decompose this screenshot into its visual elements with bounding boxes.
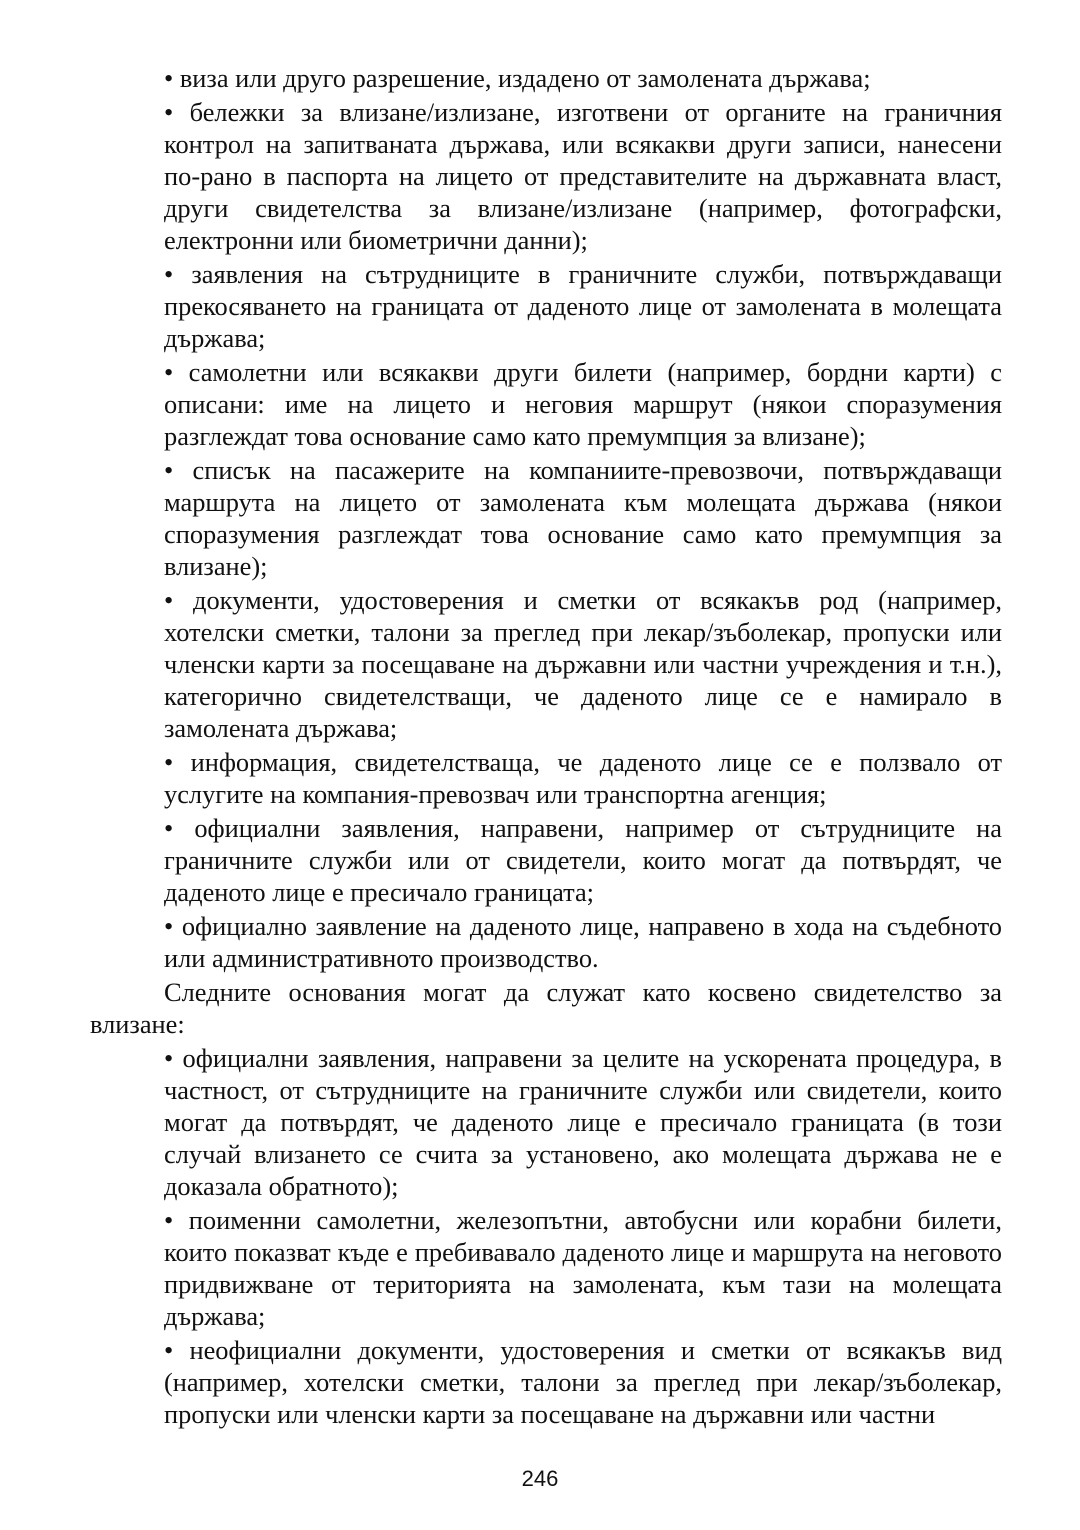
list-item-named-tickets: • поименни самолетни, железопътни, автобусни или корабни билети, които показват къде е пребивавало даденото лице и маршрута на неговото придвижване от територията на замолената, към тази на молещата държава; <box>164 1205 1002 1331</box>
list-item-accelerated-procedure-statements: • официални заявления, направени за целите на ускорената процедура, в частност, от сътрудниците на граничните служби или свидетели, които могат да потвърдят, че даденото лице е пресичало границата (в този случай влизането се счита за установено, ако молещата държава не е доказала обратното); <box>164 1043 1002 1201</box>
list-item-entry-exit-notes: • бележки за влизане/излизане, изготвени от органите на граничния контрол на запитваната държава, или всякакви други записи, нанесени по-рано в паспорта на лицето от представителите на държавната власт, други свидетелства за влизане/излизане (например, фотографски, електронни или биометрични данни); <box>164 97 1002 255</box>
list-item-passenger-lists: • списък на пасажерите на компаниите-превозвочи, потвърждаващи маршрута на лицето от замолената към молещата държава (някои споразумения разглеждат това основание само като премумпция за влизане); <box>164 455 1002 581</box>
page-body <box>90 62 1002 1432</box>
list-item-tickets: • самолетни или всякакви други билети (например, бордни карти) с описани: име на лицето и неговия маршрут (някои споразумения разглеждат това основание само като премумпция за влизане); <box>164 357 1002 451</box>
list-item-documents: • документи, удостоверения и сметки от всякакъв род (например, хотелски сметки, талони за преглед при лекар/зъболекар, пропуски или членски карти за посещаване на държавни или частни учреждения и т.н.), категорично свидетелстващи, че даденото лице се е намирало в замолената държава; <box>164 585 1002 743</box>
list-item-border-staff-statements: • заявления на сътрудниците в граничните служби, потвърждаващи прекосяването на границата от даденото лице от замолената в молещата държава; <box>164 259 1002 353</box>
list-item-visa: • виза или друго разрешение, издадено от замолената държава; <box>164 63 871 93</box>
list-item-unofficial-documents: • неофициални документи, удостоверения и сметки от всякакъв вид (например, хотелски сметки, талони за преглед при лекар/зъболекар, пропуски или членски карти за посещаване на държавни или частни <box>164 1335 1002 1429</box>
list-item-official-statements: • официални заявления, направени, например от сътрудниците на граничните служби или от свидетели, които могат да потвърдят, че даденото лице е пресичало границата; <box>164 813 1002 907</box>
list-item-carrier-information: • информация, свидетелстваща, че даденото лице се е ползвало от услугите на компания-превозвач или транспортна агенция; <box>164 747 1002 809</box>
list-item-person-statement: • официално заявление на даденото лице, направено в хода на съдебното или административното производство. <box>164 911 1002 973</box>
indirect-evidence-paragraph: Следните основания могат да служат като косвено свидетелство за влизане: <box>90 977 1002 1039</box>
page-number: 246 <box>521 1466 559 1491</box>
